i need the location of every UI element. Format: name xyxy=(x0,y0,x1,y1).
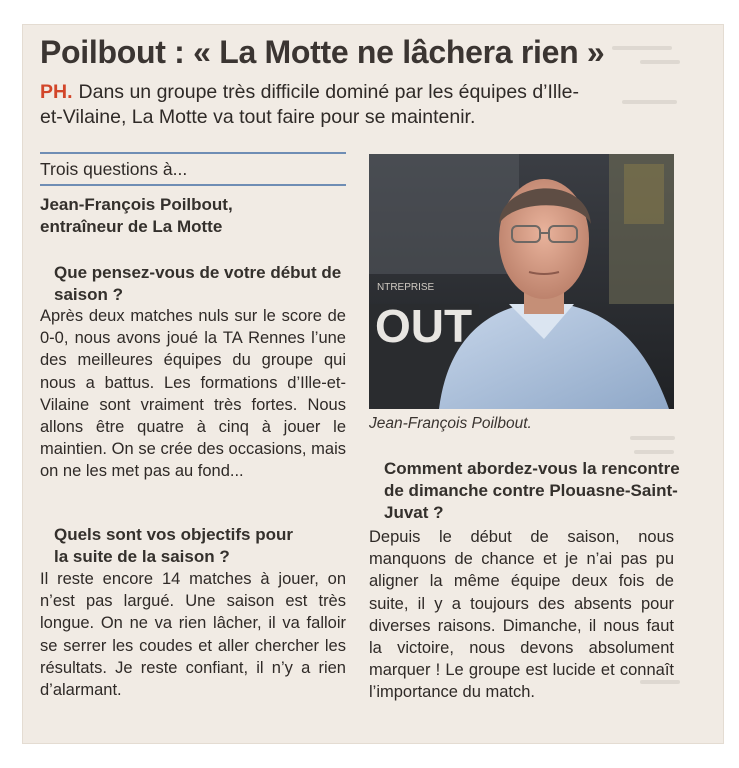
interviewee-block xyxy=(40,194,360,238)
kicker-rule-bottom xyxy=(40,184,346,186)
answer-3: Depuis le début de saison, nous manquons de chance et je n’ai pas pu aligner la même équipe deux fois de suite, il y a toujours des absents pour diverses raisons. Dimanche, il nous faut la victoire, nous devons absolument marquer ! Le groupe est lucide et connaît l’importance du match. xyxy=(369,528,674,702)
portrait-photo xyxy=(369,154,674,409)
question-3: Comment abordez-vous la rencontre de dimanche contre Plouasne-Saint-Juvat ? xyxy=(384,459,680,522)
van-small-lettering: NTREPRISE xyxy=(377,282,435,293)
answer-1: Après deux matches nuls sur le score de 0-0, nous avons joué la TA Rennes l’une des meilleures équipes du groupe qui nous a battus. Les formations d’Ille-et-Vilaine sont vraiment très fortes. Nous allons être quatre à cinq à jouer le maintien. On se crée des occasions, mais on ne les met pas au fond... xyxy=(40,307,346,481)
interviewee-role: entraîneur de La Motte xyxy=(40,217,223,236)
van-lettering: OUT xyxy=(375,300,473,352)
kicker: Trois questions à... xyxy=(40,159,188,179)
question-1: Que pensez-vous de votre début de saison ? xyxy=(54,263,342,304)
answer-2: Il reste encore 14 matches à jouer, on n’est pas largué. Une saison est très longue. On ne va rien lâcher, il va falloir se serrer les coudes et aller chercher les résultats. Je reste confiant, il n’y a rien d’alarmant. xyxy=(40,570,346,700)
adjacent-text-fragment xyxy=(630,436,675,440)
question-2: Quels sont vos objectifs pour la suite de la saison ? xyxy=(54,525,293,566)
interviewee-name: Jean-François Poilbout, xyxy=(40,195,233,214)
photo-caption: Jean-François Poilbout. xyxy=(369,415,532,432)
adjacent-text-fragment xyxy=(622,100,677,104)
portrait-illustration xyxy=(369,154,674,409)
adjacent-text-fragment xyxy=(612,46,672,50)
standfirst xyxy=(40,80,600,130)
adjacent-text-fragment xyxy=(640,60,680,64)
kicker-rule-top xyxy=(40,152,346,154)
standfirst-text: Dans un groupe très difficile dominé par les équipes d’Ille-et-Vilaine, La Motte va tout faire pour se maintenir. xyxy=(40,81,579,128)
headline: Poilbout : « La Motte ne lâchera rien » xyxy=(40,34,605,70)
adjacent-text-fragment xyxy=(634,450,674,454)
author-initials: PH. xyxy=(40,81,73,103)
